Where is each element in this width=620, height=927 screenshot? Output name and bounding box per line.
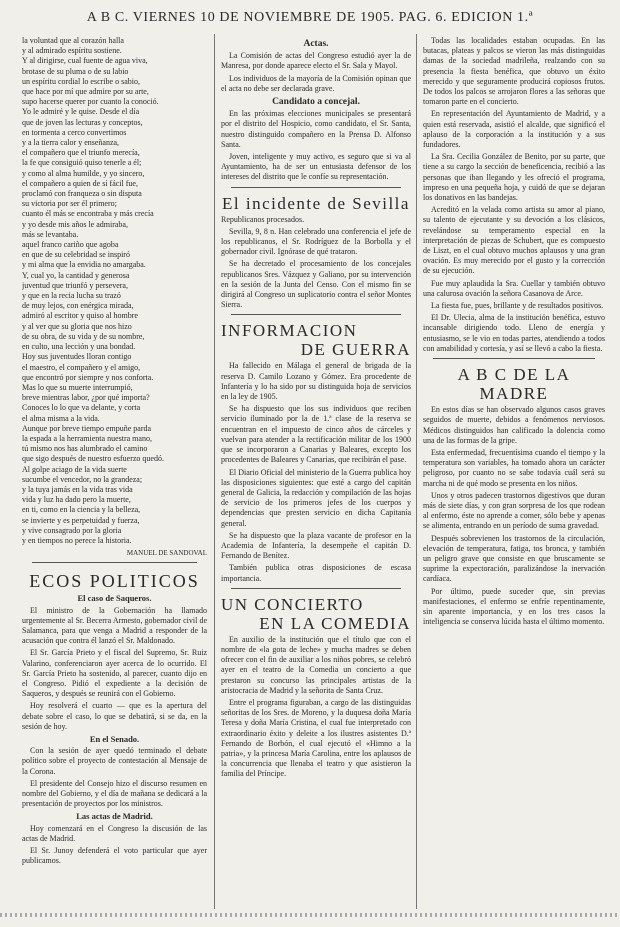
poem-line: su victoria por ser él primero; — [22, 199, 117, 209]
poem-line: vida y luz ha dado pero la muerte, — [22, 495, 131, 505]
subhead-actas-madrid: Las actas de Madrid. — [76, 811, 153, 822]
divider — [231, 187, 401, 188]
paragraph: El Diario Oficial del ministerio de la Guerra publica hoy las disposiciones siguientes: que esté a cargo del capitán general de Galicia, la redacción y compilación de las hojas de servicio de los primeros jefes de los cuerpos y dependencias que presten servicio en dicha Capitanía general. — [221, 467, 411, 528]
heading-candidato: Candidato a concejal. — [272, 97, 360, 108]
paragraph: Joven, inteligente y muy activo, es seguro que si va al Ayuntamiento, ha de ser un entusiasta defensor de los intereses del distrito que le confíe su representación. — [221, 152, 411, 182]
running-head: A B C. VIERNES 10 DE NOVIEMBRE DE 1905. PAG. 6. EDICION 1.ª — [86, 10, 534, 25]
paragraph: Fue muy aplaudida la Sra. Cuellar y también obtuvo una calurosa ovación la señora Casanova de Arce. — [423, 278, 605, 298]
divider — [231, 588, 401, 589]
poem-line: la voluntad que al corazón halla — [22, 36, 124, 45]
poem-line: en que de su celebridad se inspiró — [22, 250, 130, 260]
paragraph: Hoy comenzará en el Congreso la discusión de las actas de Madrid. — [22, 823, 207, 843]
poem-line: que sigo después de nuestro esfuerzo quedó. — [22, 454, 164, 464]
poem-line: breve mientras labor, ¿por qué importa? — [22, 393, 150, 403]
paragraph: El Dr. Ulecia, alma de la institución benéfica, estuvo incansable dirigiendo todo. Lleno de energía y entusiasmo, se le vio en todas partes, atendiendo a todos con amabilidad y cortesía, y así se llevó a cabo la fiesta. — [423, 313, 605, 353]
heading-en-la-comedia: EN LA COMEDIA — [259, 613, 411, 633]
paragraph: En auxilio de la institución que el título que con el nombre de «la gota de leche» y mucha madres se deben ofrecer con el fin de auxiliar a los niños pobres, se celebró ayer en el teatro de la Comedia un concierto a que prestaron su concurso las principales artistas de la aristocracia de Madrid y la señorita de Santa Cruz. — [221, 634, 411, 695]
poem-line: y yo desde mis años le admiraba, — [22, 219, 128, 229]
paragraph: El Sr. Junoy defenderá el voto particular que ayer publicamos. — [22, 846, 207, 866]
paragraph: La fiesta fue, pues, brillante y de resultados positivos. — [431, 301, 604, 311]
column-rule — [214, 34, 215, 909]
paragraph: También publica otras disposiciones de escasa importancia. — [221, 563, 411, 583]
subhead-saqueros: El caso de Saqueros. — [77, 593, 152, 604]
poem-line: Aunque por breve tiempo empuñe parda — [22, 423, 152, 433]
column-2 — [221, 36, 411, 916]
paragraph: Se ha dispuesto que los sus individuos que reciben servicio iluminado por la de 1.ª clase de la reserva se encuentran en el impuesto de cinco años de cárceles y vuelvan para atender a la rectificación militar de los 1900 que se incorporaron a Canarias y Baleares, excepto los procedentes de Baleares y Canarias, que recibirán el pase. — [221, 404, 411, 465]
paragraph: Se ha dispuesto que la plaza vacante de profesor en la Academia de Infantería, la desempeñe el capitán D. Fernando de Benítez. — [221, 530, 411, 561]
paragraph: Hoy resolverá el cuarto — que es la apertura del debate sobre el caso, lo que se debatirá, si se da, en la sesión de hoy. — [22, 701, 207, 731]
poem-line: un espíritu cordial lo escribe o sabio, — [22, 76, 140, 86]
poem — [22, 36, 207, 546]
poem-line: proclamó con franqueza o sin disputa — [22, 189, 142, 199]
paragraph: El presidente del Consejo hizo el discurso resumen en nombre del Gobierno, y el día de mañana se dedicará a la presentación de proyectos por los ministros. — [22, 778, 207, 809]
poem-line: Y, cual yo, la cantidad y generosa — [22, 270, 130, 280]
poem-line: la espada a la herramienta nuestra mano, — [22, 433, 152, 443]
poem-line: la fe que consiguió quiso tenerle a él; — [22, 158, 142, 168]
paragraph: Acreditó en la velada como artista su amor al piano, su talento de ejecutante y su devoción a los clásicos, revelándose su temperamento especial en la interpretación de piezas de Schubert, que es compuesto de Liszt, en el cual obtuvo muchos aplausos y una gran ovación. Es muy merecido por el gusto y la corrección de su ejecución. — [423, 205, 605, 276]
column-1 — [22, 36, 207, 916]
poem-line: aquel franco cariño que agoba — [22, 240, 119, 250]
paragraph: Se ha decretado el procesamiento de los concejales republicanos Sres. Vázquez y Galiano, por su intervención en la sesión de la Junta del Censo. Con el mismo fin se dirigirá al Congreso un suplicatorio contra el señor Montes Sierra. — [221, 259, 411, 310]
poem-line: brotase de su pluma o de su labio — [22, 66, 129, 76]
page-bottom-edge — [0, 913, 620, 917]
poem-line: Yo le admiré y le quise. Desde el día — [22, 107, 140, 117]
column-3 — [423, 36, 605, 916]
poem-line: que encontró por siempre y nos conforta. — [22, 372, 154, 382]
poem-line: sucumbe el vencedor, no la grandeza; — [22, 474, 143, 484]
paragraph: Por último, puede suceder que, sin previas manifestaciones, el enfermo se enfríe repentinamente, sin aparente importancia, y en los tres casos la inteligencia se conserva lúcida hasta el último momento. — [423, 586, 605, 627]
paragraph: En las próximas elecciones municipales se presentará por el distrito del Hospicio, como candidato, el Sr. Santa, nuestro distinguido compañero en la Prensa D. Alfonso Santa. — [221, 109, 411, 149]
heading-un-concierto: UN CONCIERTO — [221, 594, 364, 614]
paragraph: Entre el programa figuraban, a cargo de las distinguidas señoritas de los Sres. de Moreno, y la duquesa doña María Teresa y doña María Cristina, el cual fue interpretado con extraordinario éxito y deleite a los ilustres asistentes D.ª Fernando de Borbón, el cual ejecutó el «Himno a la patria», y la princesa María Carolina, entre los aplausos de la concurrencia que llenaba el teatro y que asistieron la familia del Príncipe. — [221, 697, 411, 779]
poem-line: Al golpe aciago de la vida suerte — [22, 464, 127, 474]
poem-line: que hace por mí que admire por su arte, — [22, 87, 149, 97]
poem-line: más se levantaba. — [22, 229, 79, 239]
divider — [32, 562, 197, 563]
poem-line: y la tuya jamás en la vida tras vida — [22, 484, 133, 494]
poem-line: en culto, una lección y una bondad. — [22, 342, 136, 352]
paragraph: Con la sesión de ayer quedó terminado el debate político sobre el proyecto de contestación al Mensaje de la Corona. — [22, 746, 207, 776]
poem-line: en ti, como en la ciencia y la belleza, — [22, 505, 141, 515]
poem-signature: MANUEL DE SANDOVAL — [126, 549, 207, 558]
divider — [433, 358, 595, 359]
poem-line: el compañero a quien de sí fácil fue, — [22, 178, 138, 188]
paragraph: Esta enfermedad, frecuentísima cuando el tiempo y la temperatura son variables, ha tomado ahora un carácter peligroso, por cuanto no se sabe todavía cuál será su marcha ni de qué modo se presenta en los niños. — [423, 447, 605, 488]
poem-line: y mi alma que la envidia no amargaba. — [22, 260, 146, 270]
paragraph: El Sr. García Prieto y el fiscal del Supremo, Sr. Ruiz Valarino, conferenciaron ayer acerca de lo ocurrido. El Sr. García Prieto ha sostenido, al parecer, cuanto dijo en el Congreso. Pidió el expediente a la decisión de Saqueros, y después se reunirá con el Gobierno. — [22, 648, 207, 699]
paragraph: En representación del Ayuntamiento de Madrid, y a quien está reservada, asistió el alcalde, que significó el aplauso de la corporación a la institución y a sus fundadores. — [423, 109, 605, 150]
paragraph: Republicanos procesados. — [221, 214, 305, 224]
poem-line: y que en la recia lucha su trazó — [22, 291, 121, 301]
poem-line: y como al alma humilde, y yo sincero, — [22, 168, 145, 178]
poem-line: Y al dirigirse, cual fuente de agua viva, — [22, 56, 148, 66]
heading-de-guerra: DE GUERRA — [300, 340, 411, 360]
poem-line: de su obra, de su vida y de su nombre, — [22, 331, 145, 341]
heading-abc-madre: A B C DE LA MADRE — [457, 365, 571, 404]
poem-line: y en tiempos no perece la historia. — [22, 535, 132, 545]
poem-line: de muy lejos, con enérgica mirada, — [22, 301, 134, 311]
poem-line: y al admirado espíritu sostiene. — [22, 46, 122, 56]
paragraph: Los individuos de la mayoría de la Comisión opinan que el acta no debe ser declarada grave. — [221, 73, 411, 93]
poem-line: juventud que triunfó y persevera, — [22, 280, 128, 290]
paragraph: La Comisión de actas del Congreso estudió ayer la de Manresa, por donde aparece electo el Sr. Sala y Mayol. — [221, 51, 411, 71]
poem-line: y al ver que su gloria que nos hizo — [22, 321, 132, 331]
poem-line: Conoces lo lo que va delante, y corta — [22, 403, 141, 413]
subhead-senado: En el Senado. — [89, 734, 140, 744]
poem-line: se invierte y es perpetuidad y fuerza, — [22, 515, 140, 525]
paragraph: Sevilla, 9, 8 n. Han celebrado una conferencia el jefe de los republicanos, el Sr. Rodríguez de la Borbolla y el gobernador civil. Ignórase de qué trataron. — [221, 226, 411, 257]
poem-line: Hoy sus juventudes lloran contigo — [22, 352, 132, 362]
paragraph: Todas las localidades estaban ocupadas. En las butacas, plateas y palcos se vieron las más distinguidas damas de la sociedad madrileña, realzando con su presencia la fiesta benéfica, que obtuvo un éxito merecido y que seguramente producirá copiosos frutos. De todos los palcos se arrojaron flores a las señoras que tomaron parte en el concierto. — [423, 36, 605, 107]
poem-line: supo hacerse querer por cuanto la conoció. — [22, 97, 159, 107]
poem-line: admiró al escritor y quiso al hombre — [22, 311, 138, 321]
divider — [231, 314, 401, 315]
poem-line: cuanto él más se encontraba y más crecía — [22, 209, 154, 219]
poem-line: Mas lo que su muerte interrumpió, — [22, 382, 133, 392]
poem-line: el compañero que el triunfo merecía, — [22, 148, 140, 158]
poem-line: el maestro, el compañero y el amigo, — [22, 362, 141, 372]
paragraph: Después sobrevienen los trastornos de la circulación, elevación de temperatura, fatiga, tos bronca, y también un peligro grave que consiste en que bruscamente se suprime la expectoración, paralizándose la inervación cardíaca. — [423, 533, 605, 584]
paragraph: Unos y otros padecen trastornos digestivos que duran más de siete días, y con gran sorpresa de los que rodean al enfermo, éste no aprende a comer, sólo bebe y apenas se alimenta, entrando en un período de suma gravedad. — [423, 490, 605, 531]
poem-line: que de joven las lecturas y conceptos, — [22, 117, 143, 127]
poem-line: tú mismo nos has alumbrado el camino — [22, 444, 148, 454]
poem-line: en tormenta a cerco convertimos — [22, 127, 127, 137]
poem-line: y vive consagrado por la gloria — [22, 525, 122, 535]
paragraph: La Sra. Cecilia González de Benito, por su parte, que tiene a su cargo la sección de beneficencia, recibió a las personas que iban llegando y les ofreció el programa, impreso en una pequeña hoja, y cuidó de que se dejaran los donativos en las bandejas. — [423, 152, 605, 203]
poem-line: y a la tierra calor y enseñanza, — [22, 138, 120, 148]
column-rule — [416, 34, 417, 909]
paragraph: En estos días se han observado algunos casos graves seguidos de muerte, debidos a fenómenos nerviosos. Médicos distinguidos han calificado la dolencia como una de las formas de la gripe. — [423, 405, 605, 445]
heading-actas: Actas. — [303, 39, 329, 49]
section-title-ecos: ECOS POLITICOS — [29, 571, 200, 592]
poem-line: el alma misma a la vida. — [22, 413, 100, 423]
heading-informacion: INFORMACION — [221, 321, 358, 341]
heading-sevilla: El incidente de Sevilla — [222, 193, 410, 213]
paragraph: Ha fallecido en Málaga el general de brigada de la reserva D. Camilo Lozano y Gómez. Era procedente de Infantería y lo ha sido por su distinguida hoja de servicios en la ley de 1905. — [221, 361, 411, 402]
paragraph: El ministro de la Gobernación ha llamado urgentemente al Sr. Becerra Armesto, gobernador civil de Salamanca, para que venga a Madrid a responder de la acusación que contra él lanzó el Sr. Maldonado. — [22, 605, 207, 646]
